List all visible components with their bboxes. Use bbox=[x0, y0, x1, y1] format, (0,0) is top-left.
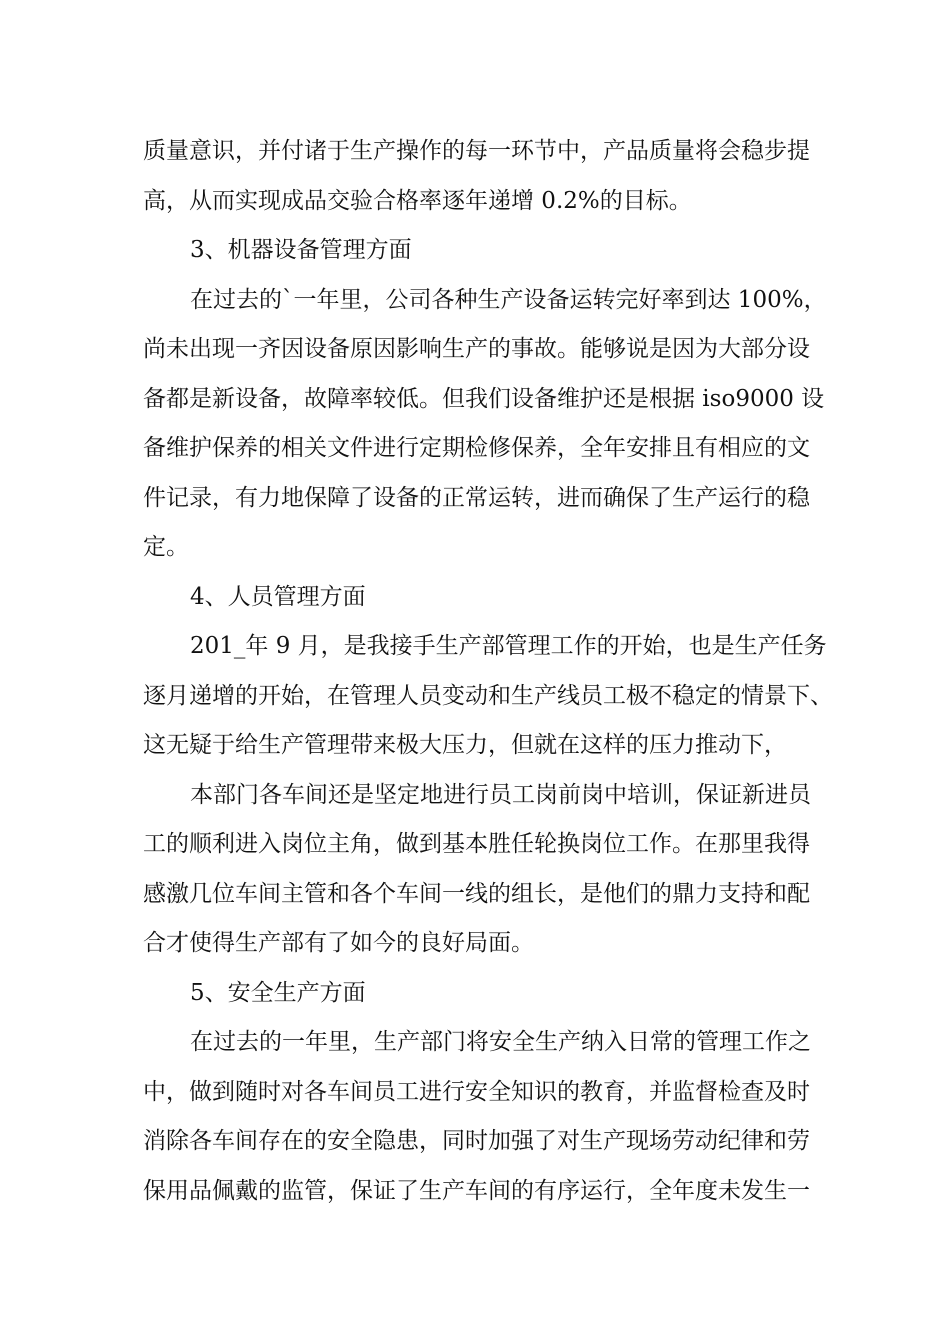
text-line: 件记录，有力地保障了设备的正常运转，进而确保了生产运行的稳 bbox=[143, 484, 810, 511]
section-heading-safety: 5、安全生产方面 bbox=[190, 979, 366, 1006]
text-line: 合才使得生产部有了如今的良好局面。 bbox=[143, 930, 534, 956]
text-line: 工的顺利进入岗位主角，做到基本胜任轮换岗位工作。在那里我得 bbox=[143, 831, 810, 857]
text-line: 这无疑于给生产管理带来极大压力，但就在这样的压力推动下， bbox=[143, 732, 787, 758]
text-line: 本部门各车间还是坚定地进行员工岗前岗中培训，保证新进员 bbox=[190, 781, 811, 808]
text-line: 感激几位车间主管和各个车间一线的组长，是他们的鼎力支持和配 bbox=[143, 880, 810, 907]
text-line: 逐月递增的开始，在管理人员变动和生产线员工极不稳定的情景下、 bbox=[143, 682, 833, 709]
text-line: 在过去的一年里，生产部门将安全生产纳入日常的管理工作之 bbox=[190, 1029, 811, 1055]
text-line: 定。 bbox=[143, 534, 189, 560]
text-line: 备维护保养的相关文件进行定期检修保养，全年安排且有相应的文 bbox=[143, 435, 810, 461]
text-line: 保用品佩戴的监管，保证了生产车间的有序运行，全年度未发生一 bbox=[143, 1177, 810, 1204]
text-line: 质量意识，并付诸于生产操作的每一环节中，产品质量将会稳步提 bbox=[143, 138, 810, 164]
section-heading-personnel: 4、人员管理方面 bbox=[190, 583, 366, 610]
text-line: 中，做到随时对各车间员工进行安全知识的教育，并监督检查及时 bbox=[143, 1078, 810, 1105]
body-text bbox=[143, 127, 833, 1216]
text-line: 高，从而实现成品交验合格率逐年递增 0.2%的目标。 bbox=[143, 187, 692, 214]
text-line: 消除各车间存在的安全隐患，同时加强了对生产现场劳动纪律和劳 bbox=[143, 1128, 810, 1154]
section-heading-equipment: 3、机器设备管理方面 bbox=[190, 237, 412, 263]
text-line: 备都是新设备，故障率较低。但我们设备维护还是根据 iso9000 设 bbox=[143, 385, 825, 412]
text-line: 201_年 9 月，是我接手生产部管理工作的开始，也是生产任务 bbox=[190, 633, 827, 659]
text-line: 尚未出现一齐因设备原因影响生产的事故。能够说是因为大部分设 bbox=[143, 336, 810, 362]
text-line: 在过去的`一年里，公司各种生产设备运转完好率到达 100%， bbox=[190, 286, 827, 313]
